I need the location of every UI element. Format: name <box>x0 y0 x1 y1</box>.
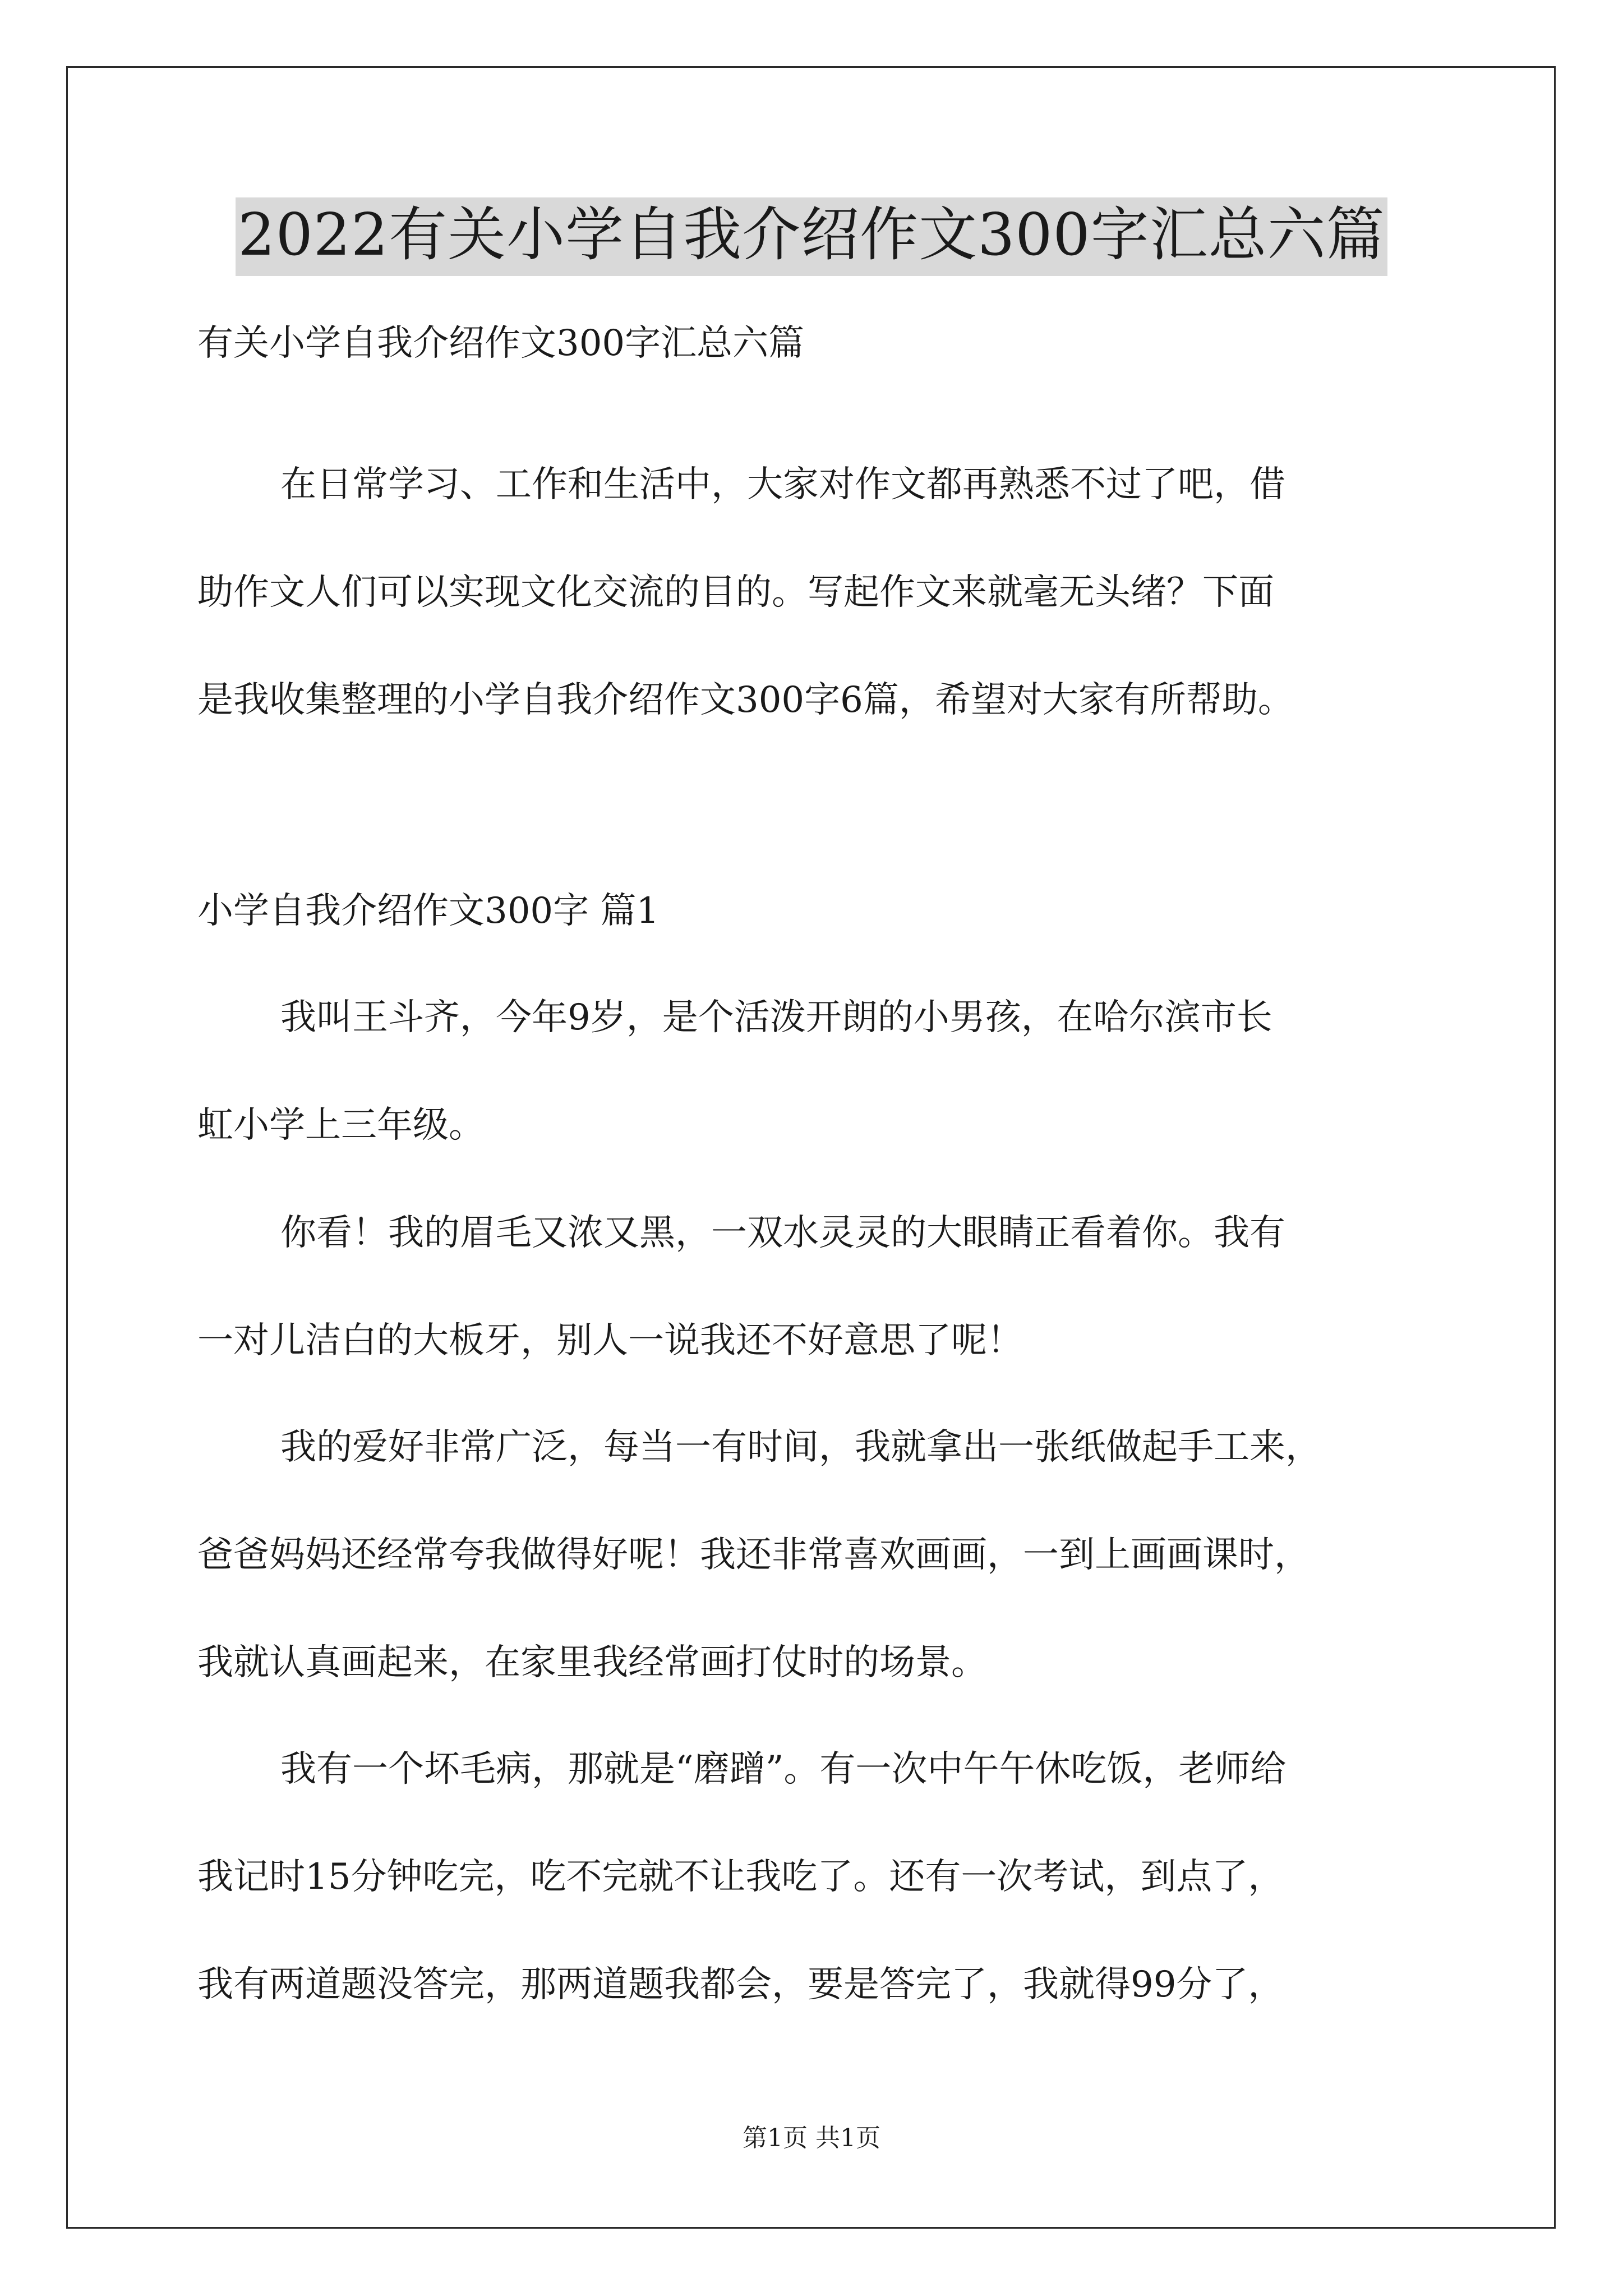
intro-line: 助作文人们可以实现文化交流的目的。写起作文来就毫无头绪？下面 <box>197 572 1274 613</box>
paragraph-line: 我有两道题没答完，那两道题我都会，要是答完了，我就得99分了， <box>197 1964 1284 2005</box>
document-subtitle: 有关小学自我介绍作文300字汇总六篇 <box>197 323 805 364</box>
paragraph-line: 我记时15分钟吃完，吃不完就不让我吃了。还有一次考试，到点了， <box>197 1856 1284 1898</box>
paragraph-line: 我的爱好非常广泛，每当一有时间，我就拿出一张纸做起手工来， <box>280 1427 1321 1468</box>
paragraph-line: 爸爸妈妈还经常夸我做得好呢！我还非常喜欢画画，一到上画画课时， <box>197 1534 1310 1576</box>
paragraph-line: 我有一个坏毛病，那就是“磨蹭”。有一次中午午休吃饭，老师给 <box>280 1749 1287 1790</box>
document-title: 2022有关小学自我介绍作文300字汇总六篇 <box>0 197 1623 276</box>
section-heading: 小学自我介绍作文300字 篇1 <box>197 890 660 932</box>
paragraph-line: 你看！我的眉毛又浓又黑，一双水灵灵的大眼睛正看着你。我有 <box>280 1212 1285 1254</box>
page-frame <box>66 66 1556 2229</box>
paragraph-line: 我就认真画起来，在家里我经常画打仗时的场景。 <box>197 1642 987 1683</box>
page-footer: 第1页 共1页 <box>743 2124 880 2152</box>
paragraph-line: 我叫王斗齐，今年9岁，是个活泼开朗的小男孩，在哈尔滨市长 <box>280 997 1272 1038</box>
paragraph-line: 虹小学上三年级。 <box>197 1105 485 1146</box>
intro-line: 在日常学习、工作和生活中，大家对作文都再熟悉不过了吧，借 <box>280 464 1285 505</box>
paragraph-line: 一对儿洁白的大板牙，别人一说我还不好意思了呢！ <box>197 1320 1023 1361</box>
intro-line: 是我收集整理的小学自我介绍作文300字6篇，希望对大家有所帮助。 <box>197 679 1294 721</box>
